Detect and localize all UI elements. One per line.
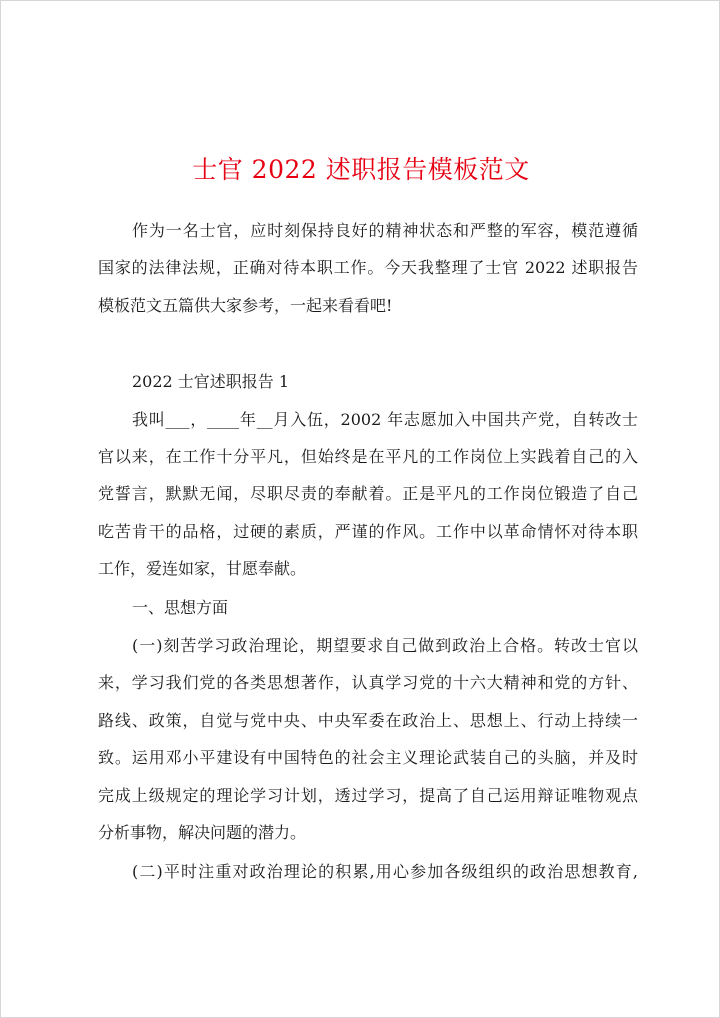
para2-line-4: 致。运用邓小平建设有中国特色的社会主义理论武装自己的头脑，并及时 <box>98 748 638 767</box>
para2-line-2: 来，学习我们党的各类思想著作，认真学习党的十六大精神和党的方针、 <box>98 673 638 692</box>
para2-line-6: 分析事物，解决问题的潜力。 <box>98 823 307 842</box>
para1-line-4: 吃苦肯干的品格，过硬的素质，严谨的作风。工作中以革命情怀对待本职 <box>98 522 638 541</box>
para2-line-5: 完成上级规定的理论学习计划，透过学习，提高了自己运用辩证唯物观点 <box>98 786 638 805</box>
subheading-thought: 一、思想方面 <box>132 598 229 617</box>
intro-line-2: 国家的法律法规，正确对待本职工作。今天我整理了士官 2022 述职报告 <box>98 258 638 277</box>
section-title: 2022 士官述职报告 1 <box>132 372 290 391</box>
para1-line-5: 工作，爱连如家，甘愿奉献。 <box>98 559 307 578</box>
para1-line-3: 党誓言，默默无闻，尽职尽责的奉献着。正是平凡的工作岗位锻造了自己 <box>98 484 638 503</box>
intro-line-3: 模板范文五篇供大家参考，一起来看看吧! <box>98 296 393 315</box>
para2-line-3: 路线、政策，自觉与党中央、中央军委在政治上、思想上、行动上持续一 <box>98 711 638 730</box>
para1-line-2: 官以来，在工作十分平凡，但始终是在平凡的工作岗位上实践着自己的入 <box>98 447 638 466</box>
document-title: 士官 2022 述职报告模板范文 <box>192 155 530 184</box>
para3-line-1: (二)平时注重对政治理论的积累,用心参加各级组织的政治思想教育, <box>132 862 638 881</box>
para2-line-1: (一)刻苦学习政治理论，期望要求自己做到政治上合格。转改士官以 <box>132 636 638 655</box>
intro-line-1: 作为一名士官，应时刻保持良好的精神状态和严整的军容，模范遵循 <box>132 221 638 240</box>
para1-line-1: 我叫___，____年__月入伍，2002 年志愿加入中国共产党，自转改士 <box>132 410 638 429</box>
